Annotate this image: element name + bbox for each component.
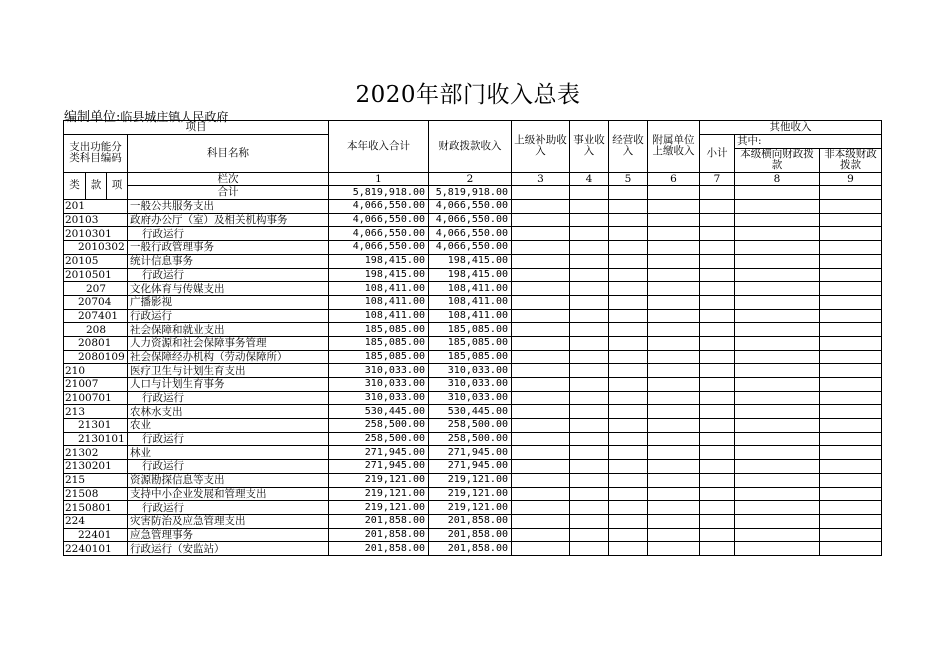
col-num-8: 8: [735, 172, 820, 186]
row-fiscal-income: 108,411.00: [429, 309, 512, 323]
row-fiscal-income: 108,411.00: [429, 295, 512, 309]
row-code: 22401: [64, 528, 128, 542]
row-total-income: 258,500.00: [329, 419, 429, 433]
row-total-income: 185,085.00: [329, 336, 429, 350]
table-row: [64, 514, 882, 528]
row-subject-name: 人力资源和社会保障事务管理: [128, 336, 329, 350]
table-row: [64, 295, 882, 309]
row-total-income: 108,411.00: [329, 309, 429, 323]
row-total-income: 201,858.00: [329, 514, 429, 528]
row-code: 2150801: [64, 501, 128, 515]
table-row: [64, 487, 882, 501]
row-subject-name: 行政运行: [128, 309, 329, 323]
row-fiscal-income: 198,415.00: [429, 268, 512, 282]
header-non-fiscal: 非本级财政拨款: [820, 148, 882, 172]
table-row: [64, 213, 882, 227]
col-num-1: 1: [329, 172, 429, 186]
header-upper-subsidy: 上级补助收入: [512, 121, 570, 173]
table-row: [64, 446, 882, 460]
table-row: [64, 378, 882, 392]
row-total-income: 219,121.00: [329, 501, 429, 515]
row-code: 2130201: [64, 460, 128, 474]
row-subject-name: 支持中小企业发展和管理支出: [128, 487, 329, 501]
col-num-6: 6: [648, 172, 700, 186]
row-code: 21301: [64, 419, 128, 433]
header-fiscal-income: 财政拨款收入: [429, 121, 512, 173]
row-total-income: 271,945.00: [329, 446, 429, 460]
row-code: 20105: [64, 254, 128, 268]
row-code: 210: [64, 364, 128, 378]
row-fiscal-income: 4,066,550.00: [429, 213, 512, 227]
table-row: [64, 419, 882, 433]
total-fiscal-value: 5,819,918.00: [429, 186, 512, 200]
compiling-unit-label: 编制单位:: [64, 110, 121, 125]
table-row: [64, 227, 882, 241]
header-total-income: 本年收入合计: [329, 121, 429, 173]
row-fiscal-income: 310,033.00: [429, 378, 512, 392]
row-subject-name: 行政运行: [128, 268, 329, 282]
row-code: 2240101: [64, 542, 128, 556]
row-subject-name: 统计信息事务: [128, 254, 329, 268]
row-total-income: 4,066,550.00: [329, 200, 429, 214]
header-xiang: 项: [107, 172, 128, 199]
row-code: 2010302: [64, 241, 128, 255]
header-subtotal: 小计: [700, 135, 735, 173]
row-code: 2100701: [64, 391, 128, 405]
col-num-2: 2: [429, 172, 512, 186]
row-code: 207: [64, 282, 128, 296]
row-fiscal-income: 198,415.00: [429, 254, 512, 268]
header-affiliated-income: 附属单位上缴收入: [648, 121, 700, 173]
table-row: [64, 405, 882, 419]
row-code: 21508: [64, 487, 128, 501]
row-fiscal-income: 258,500.00: [429, 432, 512, 446]
row-total-income: 530,445.00: [329, 405, 429, 419]
header-other-income: 其他收入: [700, 121, 882, 135]
header-lanci: 栏次: [128, 172, 329, 186]
row-total-income: 201,858.00: [329, 542, 429, 556]
table-row: [64, 323, 882, 337]
row-code: 201: [64, 200, 128, 214]
row-total-income: 185,085.00: [329, 323, 429, 337]
row-subject-name: 社会保障和就业支出: [128, 323, 329, 337]
row-fiscal-income: 219,121.00: [429, 487, 512, 501]
row-code: 21302: [64, 446, 128, 460]
table-row: [64, 501, 882, 515]
col-num-9: 9: [820, 172, 882, 186]
col-num-3: 3: [512, 172, 570, 186]
row-fiscal-income: 219,121.00: [429, 501, 512, 515]
row-subject-name: 行政运行（安监站）: [128, 542, 329, 556]
col-num-5: 5: [609, 172, 648, 186]
row-fiscal-income: 4,066,550.00: [429, 227, 512, 241]
table-row: [64, 528, 882, 542]
row-subject-name: 行政运行: [128, 501, 329, 515]
row-fiscal-income: 219,121.00: [429, 473, 512, 487]
compiling-unit-name: 临县城庄镇人民政府: [120, 110, 229, 124]
table-row: [64, 200, 882, 214]
row-fiscal-income: 185,085.00: [429, 350, 512, 364]
header-among: 其中:: [735, 135, 882, 149]
row-subject-name: 社会保障经办机构（劳动保障所）: [128, 350, 329, 364]
row-fiscal-income: 201,858.00: [429, 542, 512, 556]
row-total-income: 310,033.00: [329, 391, 429, 405]
header-operating-income: 经营收入: [609, 121, 648, 173]
row-fiscal-income: 201,858.00: [429, 514, 512, 528]
row-total-income: 4,066,550.00: [329, 227, 429, 241]
row-fiscal-income: 271,945.00: [429, 446, 512, 460]
row-total-income: 198,415.00: [329, 254, 429, 268]
col-num-7: 7: [700, 172, 735, 186]
row-subject-name: 文化体育与传媒支出: [128, 282, 329, 296]
row-subject-name: 应急管理事务: [128, 528, 329, 542]
row-subject-name: 人口与计划生育事务: [128, 378, 329, 392]
row-subject-name: 行政运行: [128, 391, 329, 405]
table-row: [64, 336, 882, 350]
row-fiscal-income: 4,066,550.00: [429, 241, 512, 255]
row-total-income: 185,085.00: [329, 350, 429, 364]
row-total-income: 4,066,550.00: [329, 241, 429, 255]
total-income-value: 5,819,918.00: [329, 186, 429, 200]
row-fiscal-income: 201,858.00: [429, 528, 512, 542]
row-subject-name: 一般公共服务支出: [128, 200, 329, 214]
table-row: [64, 391, 882, 405]
table-row: [64, 241, 882, 255]
row-total-income: 219,121.00: [329, 473, 429, 487]
row-subject-name: 医疗卫生与计划生育支出: [128, 364, 329, 378]
table-row: [64, 542, 882, 556]
row-subject-name: 行政运行: [128, 432, 329, 446]
table-row: [64, 432, 882, 446]
table-row: [64, 473, 882, 487]
row-total-income: 271,945.00: [329, 460, 429, 474]
row-total-income: 4,066,550.00: [329, 213, 429, 227]
report-title: 2020年部门收入总表: [355, 82, 581, 108]
row-total-income: 108,411.00: [329, 282, 429, 296]
row-subject-name: 政府办公厅（室）及相关机构事务: [128, 213, 329, 227]
row-subject-name: 林业: [128, 446, 329, 460]
row-fiscal-income: 258,500.00: [429, 419, 512, 433]
header-business-income: 事业收入: [570, 121, 609, 173]
table-row: [64, 350, 882, 364]
income-summary-table: [63, 120, 882, 556]
row-subject-name: 广播影视: [128, 295, 329, 309]
row-code: 21007: [64, 378, 128, 392]
row-subject-name: 农业: [128, 419, 329, 433]
row-code: 224: [64, 514, 128, 528]
row-fiscal-income: 185,085.00: [429, 323, 512, 337]
header-project: 项目: [64, 121, 329, 135]
row-total-income: 310,033.00: [329, 364, 429, 378]
table-row: [64, 268, 882, 282]
table-row: [64, 364, 882, 378]
row-fiscal-income: 530,445.00: [429, 405, 512, 419]
row-fiscal-income: 108,411.00: [429, 282, 512, 296]
row-code: 20103: [64, 213, 128, 227]
row-code: 215: [64, 473, 128, 487]
row-total-income: 108,411.00: [329, 295, 429, 309]
header-subject-name: 科目名称: [128, 135, 329, 173]
row-code: 2080109: [64, 350, 128, 364]
table-row: [64, 254, 882, 268]
header-function-code: 支出功能分类科目编码: [64, 135, 128, 173]
row-code: 20704: [64, 295, 128, 309]
row-fiscal-income: 185,085.00: [429, 336, 512, 350]
row-code: 208: [64, 323, 128, 337]
row-total-income: 219,121.00: [329, 487, 429, 501]
row-code: 20801: [64, 336, 128, 350]
row-subject-name: 一般行政管理事务: [128, 241, 329, 255]
row-subject-name: 行政运行: [128, 227, 329, 241]
row-subject-name: 资源勘探信息等支出: [128, 473, 329, 487]
header-horizontal-fiscal: 本级横向财政拨款: [735, 148, 820, 172]
row-code: 2010301: [64, 227, 128, 241]
table-row: [64, 282, 882, 296]
total-label: 合计: [128, 186, 329, 200]
row-total-income: 201,858.00: [329, 528, 429, 542]
col-num-4: 4: [570, 172, 609, 186]
row-subject-name: 灾害防治及应急管理支出: [128, 514, 329, 528]
header-lei: 类: [64, 172, 86, 199]
row-fiscal-income: 310,033.00: [429, 391, 512, 405]
row-code: 213: [64, 405, 128, 419]
table-row: [64, 309, 882, 323]
row-total-income: 198,415.00: [329, 268, 429, 282]
row-subject-name: 行政运行: [128, 460, 329, 474]
header-kuan: 款: [86, 172, 107, 199]
row-total-income: 310,033.00: [329, 378, 429, 392]
row-fiscal-income: 271,945.00: [429, 460, 512, 474]
row-code: 2010501: [64, 268, 128, 282]
row-code: 207401: [64, 309, 128, 323]
table-row: [64, 460, 882, 474]
row-fiscal-income: 4,066,550.00: [429, 200, 512, 214]
row-code: 2130101: [64, 432, 128, 446]
row-fiscal-income: 310,033.00: [429, 364, 512, 378]
row-total-income: 258,500.00: [329, 432, 429, 446]
row-subject-name: 农林水支出: [128, 405, 329, 419]
